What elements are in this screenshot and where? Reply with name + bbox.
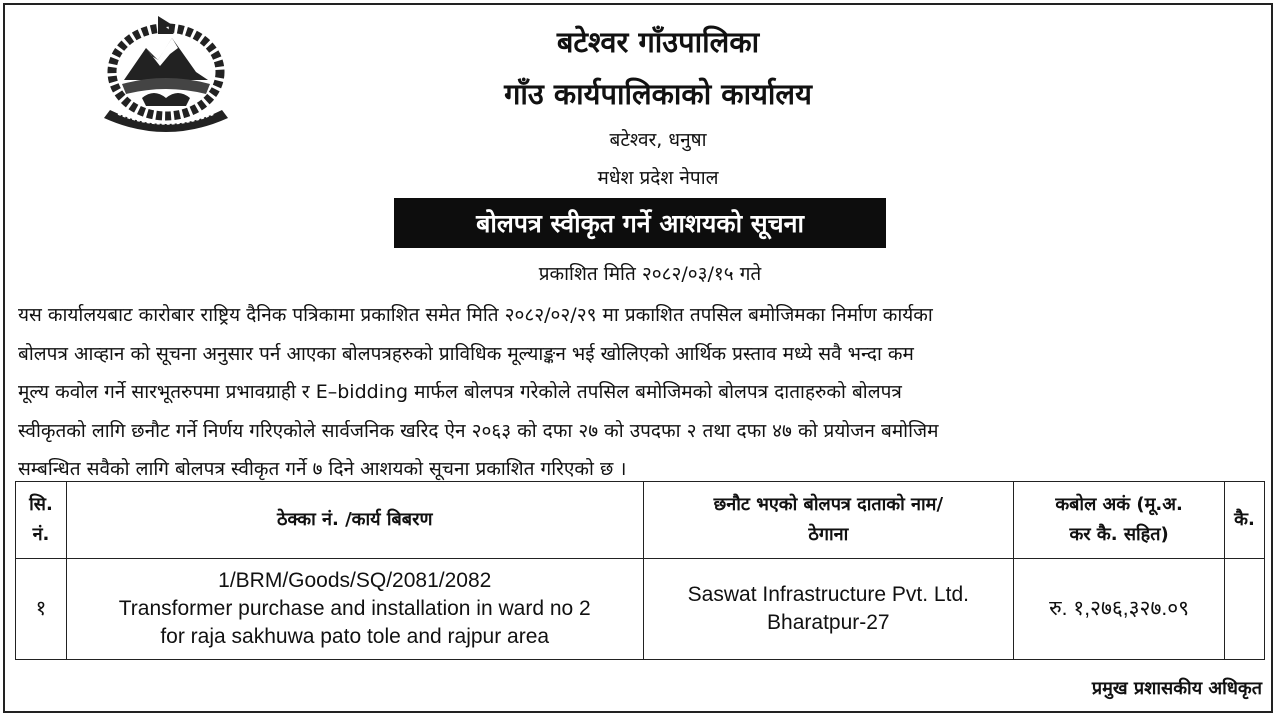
bidder-address: Bharatpur-27 [767, 611, 890, 634]
header-contract: ठेक्का नं. /कार्य बिबरण [66, 482, 643, 559]
bidder-name: Saswat Infrastructure Pvt. Ltd. [687, 583, 969, 606]
header-bidder-line1: छनौट भएको बोलपत्र दाताको नाम/ [713, 494, 944, 515]
address-line-1: बटेश्वर, धनुषा [609, 129, 707, 151]
header-amount-line2: कर कै. सहित) [1069, 524, 1169, 545]
cell-contract [66, 559, 643, 660]
contract-description-line2: for raja sakhuwa pato tole and rajpur area [160, 625, 550, 648]
cell-serial-number: १ [16, 559, 67, 660]
contract-number: 1/BRM/Goods/SQ/2081/2082 [218, 569, 492, 592]
signature-title: प्रमुख प्रशासकीय अधिकृत [1091, 678, 1262, 699]
header-serial-number [16, 482, 67, 559]
header-amount-line1: कबोल अकं (मू.अ. [1055, 494, 1183, 515]
cell-bidder [643, 559, 1014, 660]
table-header-row [16, 482, 1265, 559]
contract-description-line1: Transformer purchase and installation in ward no 2 [118, 597, 591, 620]
body-line: मूल्य कवोल गर्ने सारभूतरुपमा प्रभावग्राही र E–bidding मार्फल बोलपत्र गरेकोले तपसिल बमोजिमको बोलपत्र दाताहरुको बोलपत्र [18, 381, 902, 403]
body-line: स्वीकृतको लागि छनौट गर्ने निर्णय गरिएकोले सार्वजनिक खरिद ऐन २०६३ को दफा २७ को उपदफा २ तथा दफा ४७ को प्रयोजन बमोजिम [18, 419, 939, 442]
cell-remarks [1225, 559, 1265, 660]
header-sn-line1: सि. [29, 494, 53, 515]
header-bidder [643, 482, 1014, 559]
municipality-name: बटेश्वर गाँउपालिका [556, 25, 760, 59]
cell-amount: रु. १,२७६,३२७.०९ [1014, 559, 1225, 660]
header-bidder-line2: ठेगाना [808, 524, 849, 545]
office-name: गाँउ कार्यपालिकाको कार्यालय [504, 77, 812, 111]
notice-title: बोलपत्र स्वीकृत गर्ने आशयको सूचना [394, 198, 886, 248]
body-line: बोलपत्र आव्हान को सूचना अनुसार पर्न आएका बोलपत्रहरुको प्राविधिक मूल्याङ्कन भई खोलिएको आर्थिक प्रस्ताव मध्ये सवै भन्दा कम [18, 342, 914, 365]
header-amount [1014, 482, 1225, 559]
body-line: सम्बन्धित सवैको लागि बोलपत्र स्वीकृत गर्ने ७ दिने आशयको सूचना प्रकाशित गरिएको छ । [18, 458, 627, 480]
published-date: प्रकाशित मिति २०८२/०३/१५ गते [538, 263, 762, 285]
body-line: यस कार्यालयबाट कारोबार राष्ट्रिय दैनिक पत्रिकामा प्रकाशित समेत मिति २०८२/०२/२९ मा प्रकाशित तपसिल बमोजिमका निर्माण कार्यका [18, 304, 933, 326]
table-row [16, 559, 1265, 660]
notice-body [18, 296, 1264, 489]
address-line-2: मधेश प्रदेश नेपाल [597, 167, 719, 189]
header-sn-line2: नं. [32, 524, 50, 545]
header-remarks: कै. [1225, 482, 1265, 559]
tender-table [15, 481, 1265, 660]
